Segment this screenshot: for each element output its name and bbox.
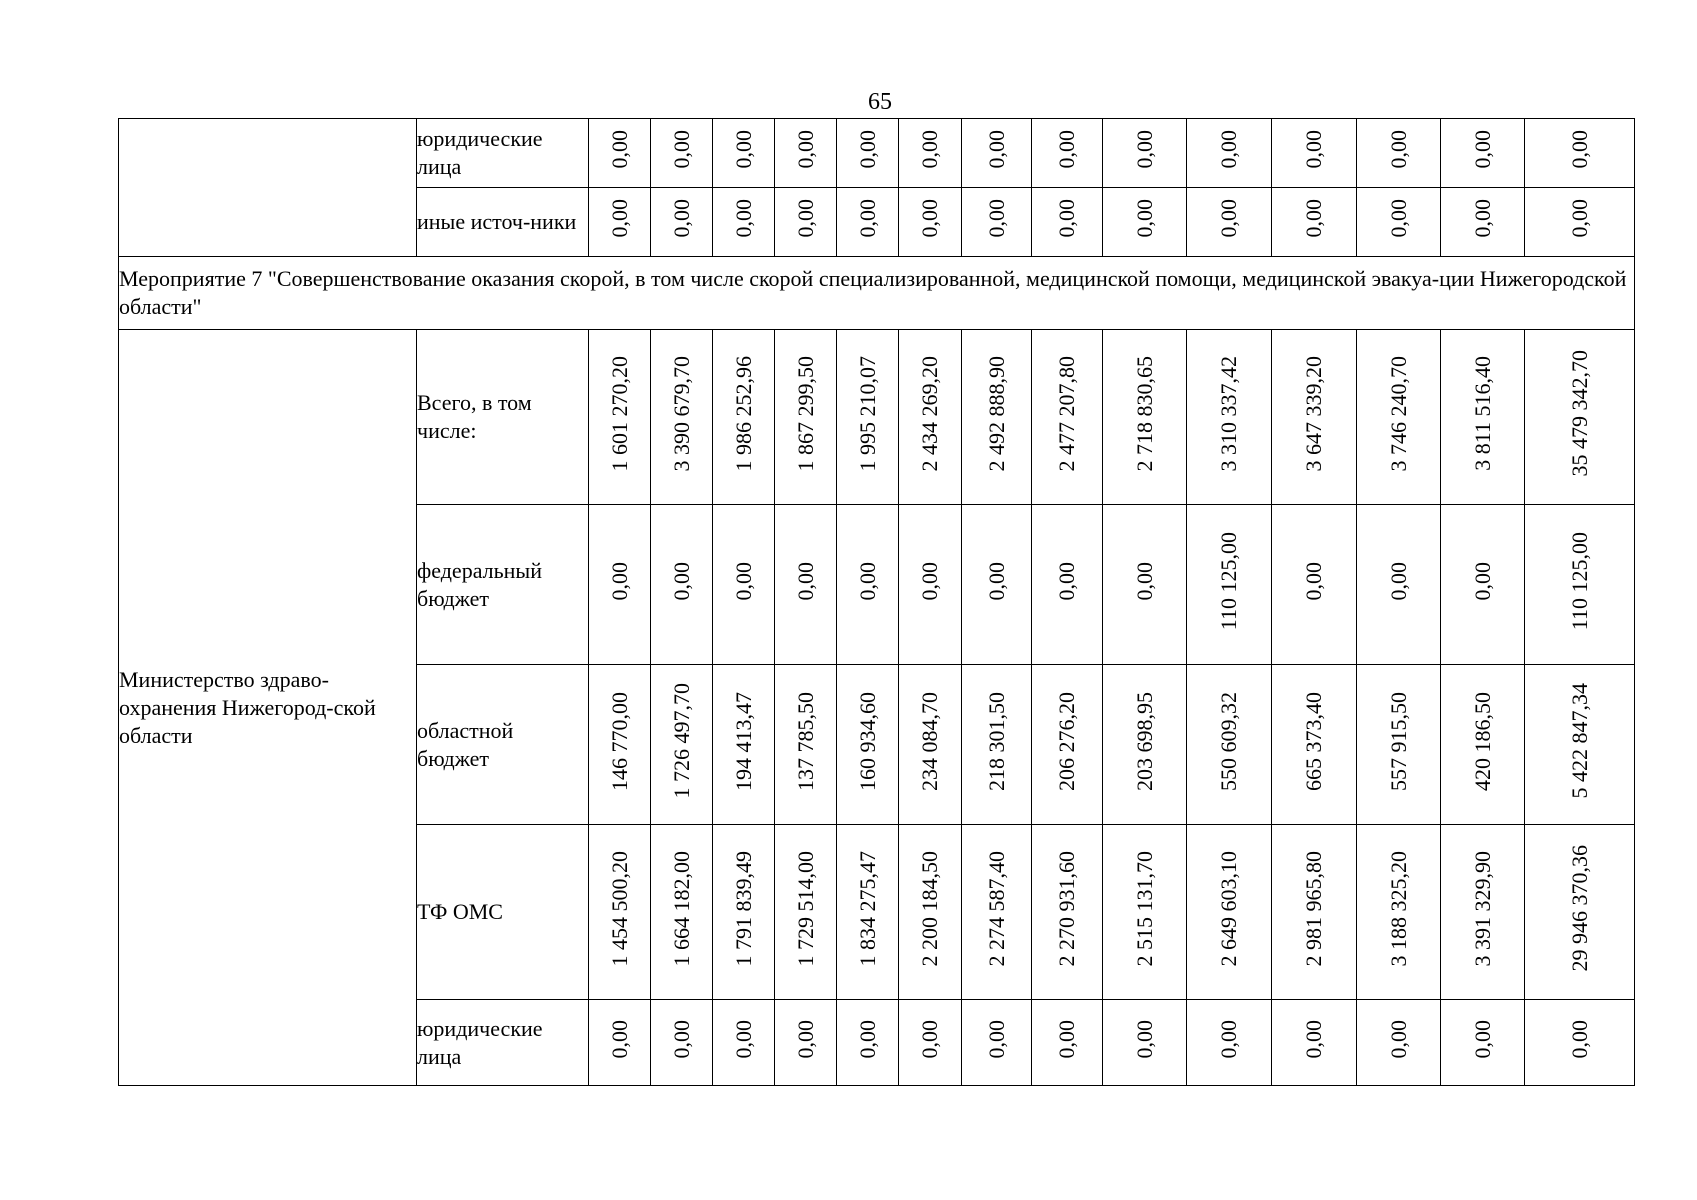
value-cell <box>1441 188 1525 257</box>
value-text: 0,00 <box>668 130 694 169</box>
value-text: 0,00 <box>983 199 1009 238</box>
value-cell <box>589 505 651 665</box>
value-text: 0,00 <box>1469 130 1495 169</box>
funding-source-label: юридические лица <box>417 1000 589 1086</box>
value-cell <box>589 188 651 257</box>
value-text: 3 811 516,40 <box>1469 356 1495 471</box>
value-cell <box>1272 825 1357 1000</box>
value-cell <box>651 665 713 825</box>
value-cell <box>1103 119 1187 188</box>
value-text: 110 125,00 <box>1566 531 1592 631</box>
value-cell <box>651 330 713 505</box>
value-cell <box>962 505 1032 665</box>
value-cell <box>651 188 713 257</box>
value-text: 0,00 <box>1469 561 1495 601</box>
value-cell <box>1103 1000 1187 1086</box>
value-text: 0,00 <box>1054 130 1079 169</box>
value-cell <box>837 119 899 188</box>
value-cell <box>1032 119 1103 188</box>
value-cell <box>1441 825 1525 1000</box>
value-cell <box>1525 1000 1635 1086</box>
value-cell <box>775 1000 837 1086</box>
value-cell <box>651 1000 713 1086</box>
value-cell <box>899 825 962 1000</box>
value-cell <box>1357 1000 1441 1086</box>
value-cell <box>1187 119 1272 188</box>
value-text: 0,00 <box>1301 561 1326 601</box>
value-text: 0,00 <box>983 1019 1009 1059</box>
measure-title: Мероприятие 7 "Совершенствование оказания скорой, в том числе скорой специализированной, медицинской помощи, медицинской эвакуа-ции Нижегородской области" <box>119 257 1635 330</box>
value-cell <box>1032 330 1103 505</box>
value-text: 2 981 965,80 <box>1301 850 1326 967</box>
value-cell <box>899 1000 962 1086</box>
value-cell <box>1525 665 1635 825</box>
value-cell <box>713 825 775 1000</box>
value-text: 2 492 888,90 <box>983 355 1009 472</box>
value-cell <box>837 825 899 1000</box>
value-text: 0,00 <box>1131 199 1157 238</box>
value-text: 0,00 <box>854 199 880 238</box>
value-text: 0,00 <box>606 1019 632 1059</box>
value-cell <box>651 505 713 665</box>
value-cell <box>837 665 899 825</box>
value-cell <box>1187 330 1272 505</box>
value-text: 218 301,50 <box>983 691 1009 791</box>
value-text: 2 649 603,10 <box>1216 850 1241 967</box>
value-text: 0,00 <box>792 561 818 601</box>
value-text: 0,00 <box>668 199 694 238</box>
value-text: 0,00 <box>983 561 1009 601</box>
value-text: 0,00 <box>854 130 880 169</box>
value-text: 160 934,60 <box>854 691 880 791</box>
value-text: 137 785,50 <box>792 691 818 791</box>
value-cell <box>962 825 1032 1000</box>
value-cell <box>1103 330 1187 505</box>
value-cell <box>1441 665 1525 825</box>
value-cell <box>589 119 651 188</box>
value-cell <box>1272 1000 1357 1086</box>
value-cell <box>1357 330 1441 505</box>
value-text: 5 422 847,34 <box>1566 683 1592 799</box>
value-text: 110 125,00 <box>1216 531 1241 631</box>
value-text: 0,00 <box>1385 1019 1411 1059</box>
value-cell <box>775 188 837 257</box>
value-text: 0,00 <box>1301 1019 1326 1059</box>
value-text: 1 664 182,00 <box>668 850 694 967</box>
value-cell <box>1187 188 1272 257</box>
value-cell <box>775 119 837 188</box>
value-text: 0,00 <box>917 561 942 601</box>
value-text: 1 791 839,49 <box>730 850 756 967</box>
value-text: 420 186,50 <box>1469 691 1495 791</box>
value-text: 0,00 <box>1216 130 1241 169</box>
value-text: 3 391 329,90 <box>1469 850 1495 967</box>
value-cell <box>1103 825 1187 1000</box>
empty-organization-cell <box>119 119 417 257</box>
value-cell <box>713 188 775 257</box>
value-cell <box>713 665 775 825</box>
value-cell <box>589 1000 651 1086</box>
value-text: 0,00 <box>1131 130 1157 169</box>
value-cell <box>1103 188 1187 257</box>
value-text: 0,00 <box>1469 1019 1495 1059</box>
value-cell <box>1357 119 1441 188</box>
value-text: 0,00 <box>1054 199 1079 238</box>
value-text: 0,00 <box>1216 199 1241 238</box>
value-cell <box>713 1000 775 1086</box>
value-cell <box>1032 505 1103 665</box>
value-text: 2 718 830,65 <box>1131 355 1157 472</box>
value-cell <box>837 330 899 505</box>
value-text: 0,00 <box>730 561 756 601</box>
value-cell <box>962 188 1032 257</box>
value-text: 0,00 <box>1566 199 1592 238</box>
value-text: 3 390 679,70 <box>668 355 694 472</box>
value-cell <box>651 119 713 188</box>
funding-source-label: иные источ-ники <box>417 188 589 257</box>
value-text: 0,00 <box>854 561 880 601</box>
value-text: 0,00 <box>1054 561 1079 601</box>
value-cell <box>1525 119 1635 188</box>
value-text: 0,00 <box>1131 1019 1157 1059</box>
value-text: 3 746 240,70 <box>1385 355 1411 472</box>
value-text: 1 726 497,70 <box>668 683 694 799</box>
value-cell <box>589 825 651 1000</box>
value-cell <box>651 825 713 1000</box>
funding-source-label: областной бюджет <box>417 665 589 825</box>
page-number: 65 <box>868 89 892 115</box>
value-cell <box>1187 825 1272 1000</box>
value-text: 2 477 207,80 <box>1054 355 1079 472</box>
value-text: 3 647 339,20 <box>1301 355 1326 472</box>
value-cell <box>713 119 775 188</box>
value-cell <box>899 505 962 665</box>
value-cell <box>1103 665 1187 825</box>
value-text: 0,00 <box>917 199 942 238</box>
value-cell <box>1357 188 1441 257</box>
value-text: 0,00 <box>606 130 632 169</box>
value-text: 203 698,95 <box>1131 691 1157 791</box>
value-cell <box>1441 119 1525 188</box>
value-cell <box>1272 505 1357 665</box>
budget-table <box>118 118 1635 1086</box>
value-cell <box>1357 505 1441 665</box>
value-text: 0,00 <box>730 1019 756 1059</box>
value-text: 0,00 <box>792 199 818 238</box>
value-text: 0,00 <box>606 199 632 238</box>
value-cell <box>1441 505 1525 665</box>
value-cell <box>1032 665 1103 825</box>
value-text: 0,00 <box>854 1019 880 1059</box>
value-cell <box>1103 505 1187 665</box>
value-cell <box>962 1000 1032 1086</box>
value-cell <box>962 665 1032 825</box>
value-text: 3 188 325,20 <box>1385 850 1411 967</box>
value-cell <box>1032 188 1103 257</box>
value-text: 0,00 <box>1216 1019 1241 1059</box>
value-text: 0,00 <box>1469 199 1495 238</box>
measure-row <box>119 257 1635 330</box>
value-cell <box>1272 665 1357 825</box>
value-cell <box>1272 119 1357 188</box>
value-cell <box>1441 1000 1525 1086</box>
value-text: 0,00 <box>1385 561 1411 601</box>
value-text: 550 609,32 <box>1216 691 1241 791</box>
value-text: 234 084,70 <box>917 691 942 791</box>
value-text: 2 434 269,20 <box>917 355 942 472</box>
value-text: 2 515 131,70 <box>1131 850 1157 967</box>
table-row <box>119 330 1635 505</box>
value-text: 0,00 <box>1385 199 1411 238</box>
value-cell <box>837 1000 899 1086</box>
value-cell <box>899 665 962 825</box>
value-text: 1 995 210,07 <box>854 355 880 472</box>
value-cell <box>1272 330 1357 505</box>
value-cell <box>1525 505 1635 665</box>
value-text: 0,00 <box>1385 130 1411 169</box>
value-text: 1 454 500,20 <box>606 850 632 967</box>
value-cell <box>1525 188 1635 257</box>
value-cell <box>1357 665 1441 825</box>
value-text: 29 946 370,36 <box>1566 845 1592 972</box>
value-cell <box>899 119 962 188</box>
value-text: 35 479 342,70 <box>1566 350 1592 477</box>
value-text: 0,00 <box>792 130 818 169</box>
value-cell <box>899 330 962 505</box>
value-text: 0,00 <box>730 199 756 238</box>
value-cell <box>1032 825 1103 1000</box>
value-text: 206 276,20 <box>1054 691 1079 791</box>
value-text: 1 834 275,47 <box>854 850 880 967</box>
value-cell <box>1187 665 1272 825</box>
value-cell <box>1187 505 1272 665</box>
value-cell <box>589 665 651 825</box>
value-text: 1 867 299,50 <box>792 355 818 472</box>
value-cell <box>775 665 837 825</box>
value-text: 2 270 931,60 <box>1054 850 1079 967</box>
value-cell <box>837 188 899 257</box>
value-text: 0,00 <box>1301 199 1326 238</box>
value-cell <box>1357 825 1441 1000</box>
value-cell <box>1441 330 1525 505</box>
value-text: 665 373,40 <box>1301 691 1326 791</box>
value-text: 194 413,47 <box>730 691 756 791</box>
value-text: 0,00 <box>1566 130 1592 169</box>
value-text: 2 274 587,40 <box>983 850 1009 967</box>
organization-name: Министерство здраво-охранения Нижегород-ской области <box>119 330 417 1086</box>
value-cell <box>962 330 1032 505</box>
value-text: 0,00 <box>1301 130 1326 169</box>
value-text: 0,00 <box>668 1019 694 1059</box>
value-cell <box>899 188 962 257</box>
value-cell <box>962 119 1032 188</box>
value-text: 557 915,50 <box>1385 691 1411 791</box>
value-cell <box>1187 1000 1272 1086</box>
value-cell <box>713 505 775 665</box>
value-cell <box>589 330 651 505</box>
value-text: 0,00 <box>1566 1019 1592 1059</box>
funding-source-label: Всего, в том числе: <box>417 330 589 505</box>
value-text: 1 729 514,00 <box>792 850 818 967</box>
value-text: 0,00 <box>1054 1019 1079 1059</box>
value-text: 0,00 <box>606 561 632 601</box>
value-text: 0,00 <box>668 561 694 601</box>
value-cell <box>713 330 775 505</box>
value-text: 0,00 <box>730 130 756 169</box>
value-cell <box>775 330 837 505</box>
value-text: 0,00 <box>792 1019 818 1059</box>
funding-source-label: ТФ ОМС <box>417 825 589 1000</box>
value-cell <box>1525 330 1635 505</box>
value-text: 0,00 <box>917 130 942 169</box>
value-text: 1 601 270,20 <box>606 355 632 472</box>
value-cell <box>1525 825 1635 1000</box>
funding-source-label: юридические лица <box>417 119 589 188</box>
value-cell <box>775 825 837 1000</box>
value-cell <box>775 505 837 665</box>
table-row <box>119 119 1635 188</box>
value-text: 0,00 <box>917 1019 942 1059</box>
value-text: 1 986 252,96 <box>730 355 756 472</box>
value-text: 3 310 337,42 <box>1216 355 1241 472</box>
value-text: 2 200 184,50 <box>917 850 942 967</box>
value-cell <box>837 505 899 665</box>
value-cell <box>1272 188 1357 257</box>
funding-source-label: федеральный бюджет <box>417 505 589 665</box>
value-cell <box>1032 1000 1103 1086</box>
value-text: 0,00 <box>983 130 1009 169</box>
value-text: 0,00 <box>1131 561 1157 601</box>
value-text: 146 770,00 <box>606 691 632 791</box>
